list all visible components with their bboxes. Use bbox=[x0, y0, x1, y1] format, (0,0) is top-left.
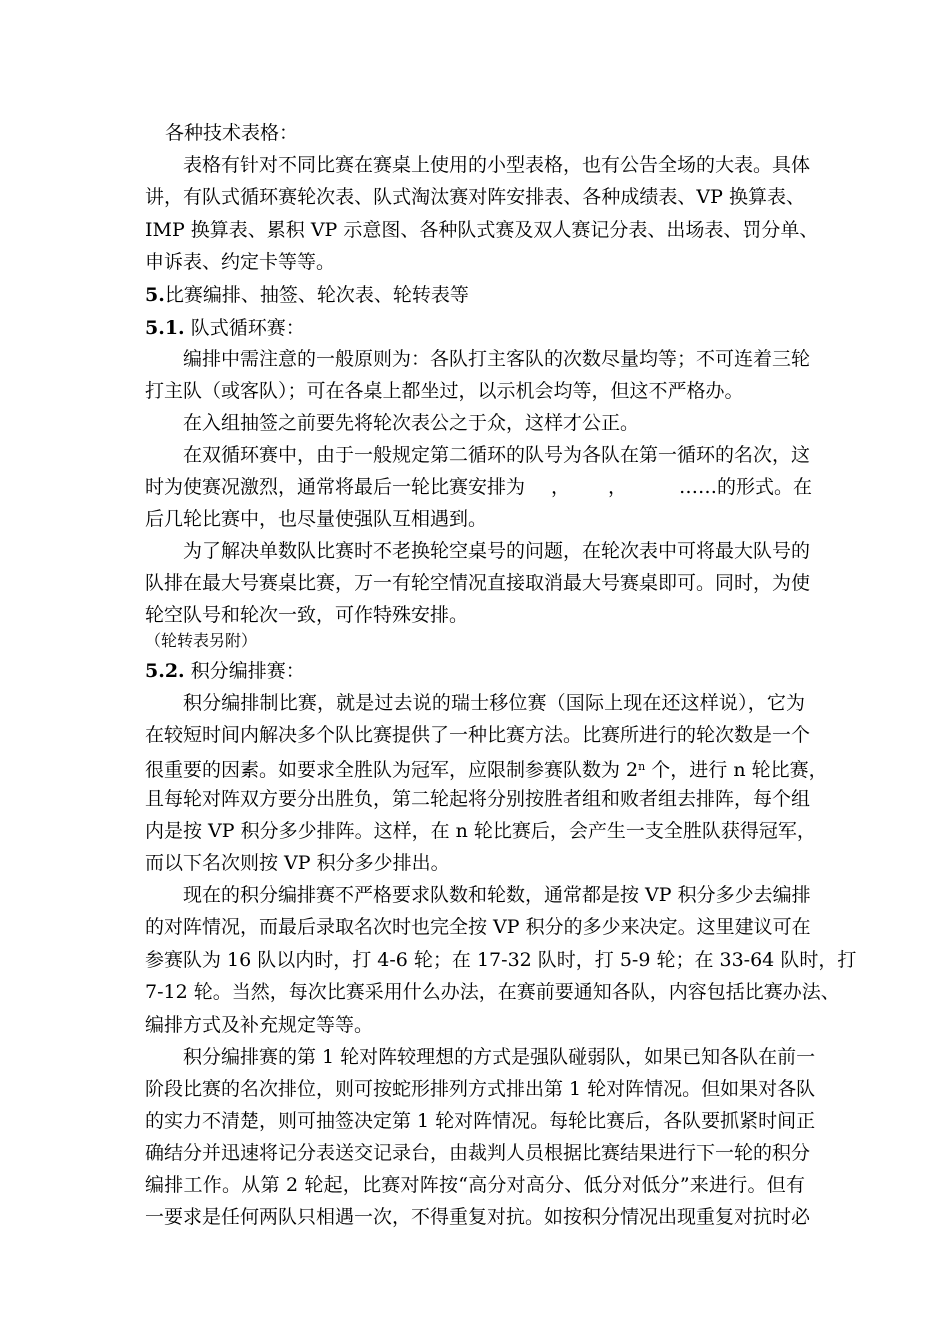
text-span: ， bbox=[551, 476, 571, 498]
paragraph-line: 在双循环赛中，由于一般规定第二循环的队号为各队在第一循环的名次，这 bbox=[183, 444, 811, 466]
heading-5-1 bbox=[145, 311, 305, 345]
paragraph-line: 积分编排制比赛，就是过去说的瑞士移位赛（国际上现在还这样说），它为 bbox=[183, 692, 805, 714]
paragraph-line: 且每轮对阵双方要分出胜负，第二轮起将分别按胜者组和败者组去排阵，每个组 bbox=[145, 788, 811, 810]
section-intro-heading: 各种技术表格： bbox=[165, 122, 299, 144]
text-span: ， bbox=[608, 476, 628, 498]
heading-text: 队式循环赛： bbox=[184, 317, 305, 339]
text-span: ……的形式。在 bbox=[679, 476, 813, 498]
text-span: 个，进行 n 轮比赛， bbox=[645, 759, 828, 781]
paragraph-line: IMP 换算表、累积 VP 示意图、各种队式赛及双人赛记分表、出场表、罚分单、 bbox=[145, 219, 819, 241]
paragraph-line: 现在的积分编排赛不严格要求队数和轮数，通常都是按 VP 积分多少去编排 bbox=[183, 884, 811, 906]
heading-number: 5.2. bbox=[145, 660, 185, 682]
paragraph-line bbox=[145, 750, 828, 784]
paragraph-line bbox=[145, 470, 812, 504]
paragraph-line: 参赛队为 16 队以内时，打 4-6 轮；在 17-32 队时，打 5-9 轮；在 33-64 队时，打 bbox=[145, 949, 857, 971]
paragraph-line: 轮空队号和轮次一致，可作特殊安排。 bbox=[145, 604, 469, 626]
paragraph-line: 内是按 VP 积分多少排阵。这样，在 n 轮比赛后，会产生一支全胜队获得冠军， bbox=[145, 820, 816, 842]
paragraph-line: 在入组抽签之前要先将轮次表公之于众，这样才公正。 bbox=[183, 412, 640, 434]
paragraph-line: 编排中需注意的一般原则为：各队打主客队的次数尽量均等；不可连着三轮 bbox=[183, 348, 811, 370]
paragraph-line: 而以下名次则按 VP 积分多少排出。 bbox=[145, 852, 450, 874]
paragraph-line: 阶段比赛的名次排位，则可按蛇形排列方式排出第 1 轮对阵情况。但如果对各队 bbox=[145, 1078, 816, 1100]
text-span: 时为使赛况激烈，通常将最后一轮比赛安排为 bbox=[145, 476, 526, 498]
heading-text: 积分编排赛： bbox=[184, 660, 305, 682]
paragraph-line: 确结分并迅速将记分表送交记录台，由裁判人员根据比赛结果进行下一轮的积分 bbox=[145, 1142, 811, 1164]
paragraph-line: 在较短时间内解决多个队比赛提供了一种比赛方法。比赛所进行的轮次数是一个 bbox=[145, 724, 811, 746]
superscript: n bbox=[638, 760, 646, 773]
heading-text: 比赛编排、抽签、轮次表、轮转表等 bbox=[164, 284, 469, 306]
paragraph-line: 打主队（或客队）；可在各桌上都坐过，以示机会均等，但这不严格办。 bbox=[145, 380, 744, 402]
paragraph-line: 积分编排赛的第 1 轮对阵较理想的方式是强队碰弱队，如果已知各队在前一 bbox=[183, 1046, 816, 1068]
heading-5-2 bbox=[145, 654, 305, 688]
paragraph-line: 为了解决单数队比赛时不老换轮空桌号的问题，在轮次表中可将最大队号的 bbox=[183, 540, 811, 562]
heading-number: 5. bbox=[145, 284, 165, 306]
paragraph-line: 编排方式及补充规定等等。 bbox=[145, 1014, 374, 1036]
paragraph-line: 表格有针对不同比赛在赛桌上使用的小型表格，也有公告全场的大表。具体 bbox=[183, 154, 811, 176]
paragraph-line: 一要求是任何两队只相遇一次，不得重复对抗。如按积分情况出现重复对抗时必 bbox=[145, 1206, 811, 1228]
heading-5 bbox=[145, 278, 469, 312]
paragraph-line: 申诉表、约定卡等等。 bbox=[145, 251, 336, 273]
paragraph-line: 讲，有队式循环赛轮次表、队式淘汰赛对阵安排表、各种成绩表、VP 换算表、 bbox=[145, 186, 805, 208]
paragraph-line: 的对阵情况，而最后录取名次时也完全按 VP 积分的多少来决定。这里建议可在 bbox=[145, 916, 811, 938]
text-span: 很重要的因素。如要求全胜队为冠军，应限制参赛队数为 2 bbox=[145, 759, 639, 781]
note-text: （轮转表另附） bbox=[145, 631, 258, 650]
heading-number: 5.1. bbox=[145, 317, 185, 339]
paragraph-line: 编排工作。从第 2 轮起，比赛对阵按“高分对高分、低分对低分”来进行。但有 bbox=[145, 1174, 805, 1196]
paragraph-line: 的实力不清楚，则可抽签决定第 1 轮对阵情况。每轮比赛后，各队要抓紧时间正 bbox=[145, 1110, 816, 1132]
paragraph-line: 7-12 轮。当然，每次比赛采用什么办法，在赛前要通知各队，内容包括比赛办法、 bbox=[145, 981, 840, 1003]
paragraph-line: 后几轮比赛中，也尽量使强队互相遇到。 bbox=[145, 508, 488, 530]
paragraph-line: 队排在最大号赛桌比赛，万一有轮空情况直接取消最大号赛桌即可。同时，为使 bbox=[145, 572, 811, 594]
